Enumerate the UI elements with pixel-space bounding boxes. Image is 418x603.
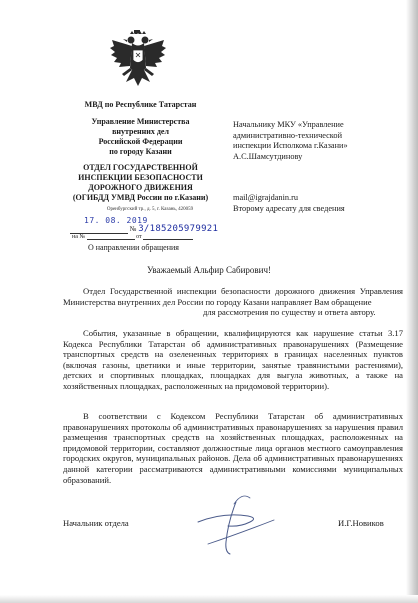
- department-block: [58, 117, 223, 157]
- scan-edge-bottom: [0, 595, 418, 603]
- department-line: Управление Министерства: [91, 117, 190, 126]
- division-line: ОТДЕЛ ГОСУДАРСТВЕННОЙ: [83, 163, 198, 172]
- recipient-line: инспекции Исполкома г.Казани»: [233, 141, 348, 151]
- scan-edge-right: [406, 0, 418, 603]
- double-headed-eagle-emblem-icon: [108, 30, 168, 96]
- outgoing-number-row: [70, 224, 218, 234]
- recipient-line: административно-технической: [233, 130, 343, 140]
- second-recipient-note: Второму адресату для сведения: [233, 203, 345, 213]
- signatory-title: Начальник отдела: [63, 518, 129, 528]
- number-prefix: №: [129, 225, 137, 233]
- from-label: от: [136, 234, 142, 240]
- ministry-name: МВД по Республике Татарстан: [84, 100, 197, 109]
- recipient-block: [233, 120, 408, 162]
- on-no-label: на №: [72, 234, 86, 240]
- division-line: ДОРОЖНОГО ДВИЖЕНИЯ: [88, 183, 193, 192]
- recipient-line: А.С.Шамсутдинову: [233, 151, 303, 161]
- date-stamp: 17. 08. 2019: [84, 216, 148, 225]
- letter-subject: О направлении обращения: [88, 243, 179, 252]
- division-line: (ОГИБДД УМВД России по г.Казани): [72, 193, 209, 202]
- outgoing-number-stamp: 3/185205979921: [138, 224, 219, 234]
- signatory-name: И.Г.Новиков: [338, 518, 384, 528]
- department-address: Оренбургский тр., д. 5, г. Казань, 420059: [106, 207, 194, 212]
- department-line: внутренних дел: [112, 127, 169, 136]
- paragraph-3: В соответствии с Кодексом Республики Татарстан об административных правонарушениях протоколы об административных правонарушениях за нарушения правил размещения транспортных средств на хозяйственных площадках, расположенных на придомовой территории, составляют должностные лица органов местного самоуправления городских округов, муниципальных районов. Дела об административных правонарушениях данной категории рассматриваются административными комиссиями муниципальных образований.: [63, 411, 403, 485]
- paragraph-1-tail: для рассмотрения по существу и ответа автору.: [203, 307, 376, 318]
- reference-row: [72, 234, 193, 240]
- handwritten-signature: [178, 482, 288, 562]
- recipient-line: Начальнику МКУ «Управление: [233, 120, 344, 129]
- paragraph-1-main: Отдел Государственной инспекции безопасности дорожного движения Управления Министерства внутренних дел России по городу Казани направляет Вам обращение: [63, 286, 403, 307]
- greeting: Уважаемый Альфир Сабирович!: [147, 265, 271, 275]
- division-block: [58, 163, 223, 203]
- department-line: Российской Федерации: [98, 137, 183, 146]
- recipient-email: mail@igrajdanin.ru: [233, 193, 299, 202]
- email-block: [233, 193, 408, 214]
- division-line: ИНСПЕКЦИИ БЕЗОПАСНОСТИ: [78, 173, 203, 182]
- paragraph-1: [63, 286, 403, 318]
- paragraph-2: События, указанные в обращении, квалифицируются как нарушение статьи 3.17 Кодекса Республики Татарстан об административных правонарушениях (Размещение транспортных средств на озелененных территориях в границах населенных пунктов (включая газоны, цветники и иные территории, занятые травянистыми растениями), детских и спортивных площадках, площадках для выгула животных, а также на хозяйственных площадках, расположенных на придомовой территории).: [63, 328, 403, 391]
- department-line: по городу Казани: [109, 147, 172, 156]
